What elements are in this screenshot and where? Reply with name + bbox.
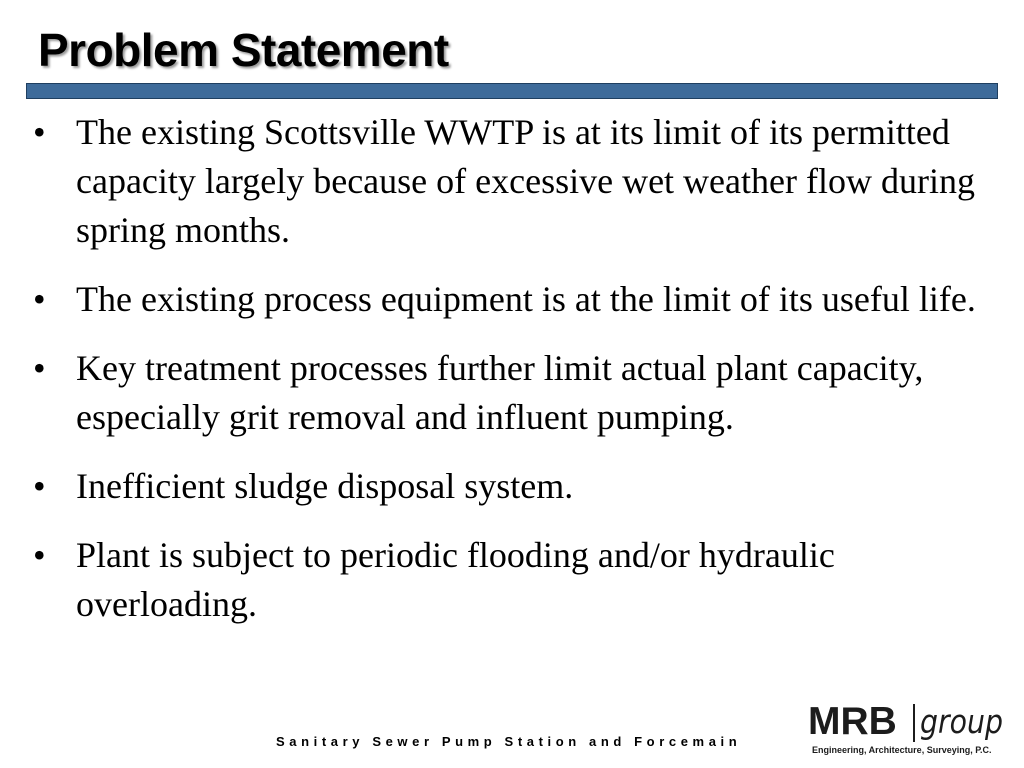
- bullet-item: [33, 275, 983, 324]
- bullet-text: The existing process equipment is at the limit of its useful life.: [76, 279, 976, 319]
- bullet-marker: •: [33, 279, 46, 319]
- slide-title: Problem Statement: [38, 24, 449, 76]
- bullet-item: [33, 531, 983, 629]
- bullet-marker: •: [33, 112, 46, 152]
- mrb-group-logo: [808, 700, 1014, 762]
- bullet-item: [33, 344, 983, 442]
- bullet-list: [33, 108, 983, 649]
- bullet-item: [33, 108, 983, 255]
- bullet-text: Plant is subject to periodic flooding and/or hydraulic overloading.: [76, 535, 835, 624]
- logo-tagline: Engineering, Architecture, Surveying, P.C.: [812, 745, 992, 755]
- bullet-text: The existing Scottsville WWTP is at its limit of its permitted capacity largely because of excessive wet weather flow during spring months.: [76, 112, 975, 250]
- logo-divider: [913, 704, 915, 742]
- slide-footer: Sanitary Sewer Pump Station and Forcemain: [276, 734, 742, 749]
- bullet-item: [33, 462, 983, 511]
- logo-group-text: group: [920, 702, 1004, 741]
- bullet-text: Key treatment processes further limit actual plant capacity, especially grit removal and influent pumping.: [76, 348, 924, 437]
- bullet-text: Inefficient sludge disposal system.: [76, 466, 574, 506]
- bullet-marker: •: [33, 535, 46, 575]
- title-underline-bar: [26, 83, 998, 99]
- bullet-marker: •: [33, 348, 46, 388]
- bullet-marker: •: [33, 466, 46, 506]
- logo-mrb-text: MRB: [808, 700, 897, 743]
